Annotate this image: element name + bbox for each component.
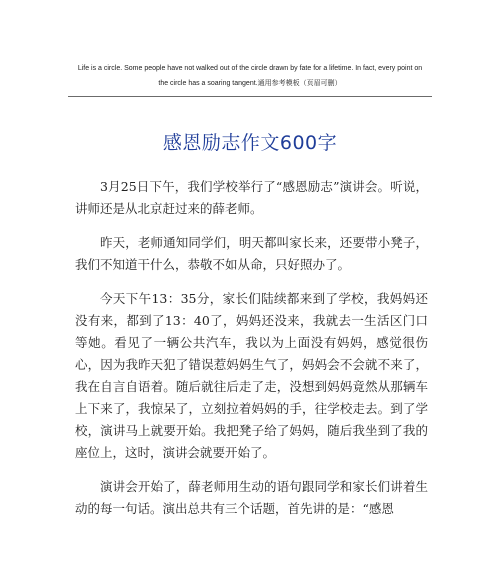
paragraph-3: 今天下午13：35分，家长们陆续都来到了学校，我妈妈还没有来，都到了13：40了，妈妈还没来，我就去一生活区门口等她。看见了一辆公共汽车，我以为上面没有妈妈，感觉很伤心，因为我昨天犯了错误惹妈妈生气了，妈妈会不会就不来了，我在自言自语着。随后就往后走了走，没想到妈妈竟然从那辆车上下来了，我惊呆了，立刻拉着妈妈的手，往学校走去。到了学校，演讲马上就要开始。我把凳子给了妈妈，随后我坐到了我的座位上，这时，演讲会就要开始了。	[75, 291, 428, 460]
document-title: 感恩励志作文600字	[162, 131, 338, 154]
paragraph-2: 昨天，老师通知同学们，明天都叫家长来，还要带小凳子，我们不知道干什么，恭敬不如从命，只好照办了。	[75, 235, 428, 272]
header-divider	[68, 96, 432, 97]
header-line-2	[70, 76, 430, 91]
page-header	[70, 62, 430, 91]
header-line-2-chinese: 通用参考模板（页眉可删）	[257, 79, 342, 87]
header-line-1: Life is a circle. Some people have not walked out of the circle drawn by fate for a lifetime. In fact, every point on	[77, 65, 423, 72]
paragraph-4: 演讲会开始了，薛老师用生动的语句跟同学和家长们讲着生动的每一句话。演出总共有三个话题，首先讲的是：“感恩	[75, 479, 428, 516]
header-line-2-english: the circle has a soaring tangent.	[158, 80, 258, 87]
paragraph-1: 3月25日下午，我们学校举行了“感恩励志”演讲会。听说，讲师还是从北京赶过来的薛老师。	[75, 179, 428, 216]
document-body	[75, 176, 428, 532]
